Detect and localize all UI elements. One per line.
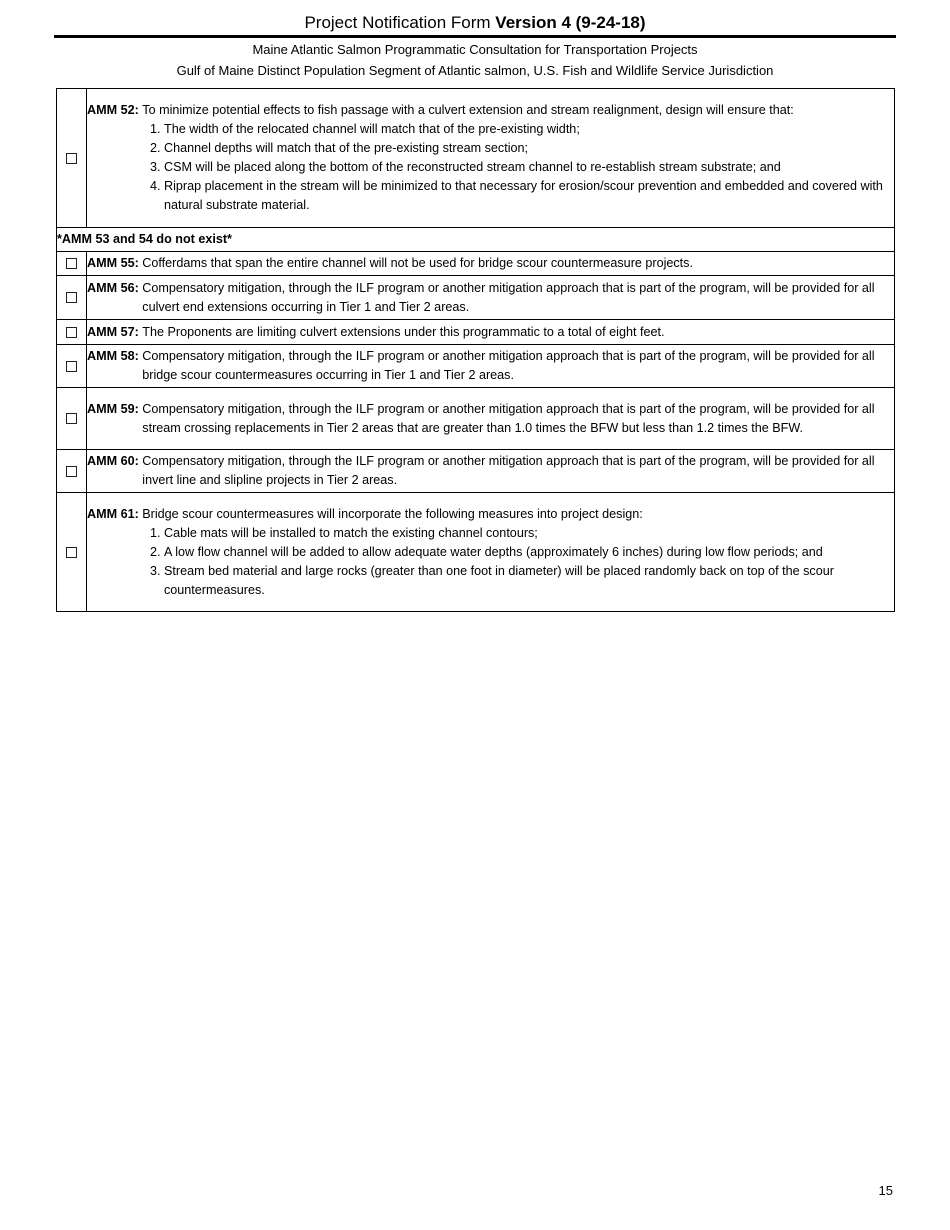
amm-52-text: To minimize potential effects to fish passage with a culvert extension and stream realignment, design will ensure that: — [142, 103, 794, 117]
amm-61-label: AMM 61: — [87, 506, 139, 521]
title-divider — [54, 35, 896, 38]
page-number: 15 — [878, 1183, 893, 1198]
amm-56-row — [57, 276, 895, 320]
amm-56-text: Compensatory mitigation, through the ILF program or another mitigation approach that is part of the program, will be provided for all culvert end extensions occurring in Tier 1 and Tier 2 areas. — [142, 280, 875, 314]
amm-55-cell — [87, 252, 895, 276]
amm-60-row — [57, 450, 895, 493]
amm-note-row — [57, 228, 895, 252]
amm-57-label: AMM 57: — [87, 324, 139, 339]
amm-55-text: Cofferdams that span the entire channel will not be used for bridge scour countermeasure projects. — [142, 256, 693, 270]
amm-58-label: AMM 58: — [87, 349, 139, 363]
amm-58-cell — [87, 345, 895, 388]
amm-57-text: The Proponents are limiting culvert extensions under this programmatic to a total of eight feet. — [142, 324, 665, 339]
amm-57-checkbox[interactable] — [66, 327, 77, 338]
amm-checklist-table — [56, 88, 895, 612]
subtitle-jurisdiction: Gulf of Maine Distinct Population Segment of Atlantic salmon, U.S. Fish and Wildlife Service Jurisdiction — [176, 63, 774, 78]
amm-61-text: Bridge scour countermeasures will incorporate the following measures into project design: — [142, 506, 643, 521]
amm-52-checkbox-cell — [57, 89, 87, 228]
amm-59-text: Compensatory mitigation, through the ILF program or another mitigation approach that is part of the program, will be provided for all stream crossing replacements in Tier 2 areas that are greater than 1.0 times the BFW but less than 1.2 times the BFW. — [142, 401, 875, 435]
amm-61-item: 1. Cable mats will be installed to match the existing channel contours; — [150, 525, 538, 540]
amm-60-cell — [87, 450, 895, 493]
amm-55-row — [57, 252, 895, 276]
form-version: Version 4 (9-24-18) — [495, 13, 646, 32]
form-title-plain: Project Notification Form — [304, 13, 496, 32]
amm-59-label: AMM 59: — [87, 401, 139, 416]
amm-58-checkbox-cell — [57, 345, 87, 388]
amm-61-checkbox[interactable] — [66, 547, 77, 558]
amm-53-54-note: *AMM 53 and 54 do not exist* — [57, 228, 895, 252]
amm-61-item: 2. A low flow channel will be added to allow adequate water depths (approximately 6 inches) during low flow periods; and — [150, 544, 823, 559]
form-title — [0, 12, 950, 34]
amm-57-row — [57, 320, 895, 345]
amm-57-checkbox-cell — [57, 320, 87, 345]
amm-52-list — [150, 120, 894, 215]
amm-58-row — [57, 345, 895, 388]
amm-61-list — [150, 524, 894, 600]
amm-52-item: 1. The width of the relocated channel will match that of the pre-existing width; — [150, 122, 580, 136]
amm-61-cell — [87, 493, 895, 612]
amm-55-checkbox-cell — [57, 252, 87, 276]
amm-52-item: 2. Channel depths will match that of the pre-existing stream section; — [150, 141, 529, 155]
amm-60-checkbox[interactable] — [66, 466, 77, 477]
amm-61-checkbox-cell — [57, 493, 87, 612]
amm-58-checkbox[interactable] — [66, 361, 77, 372]
amm-56-checkbox-cell — [57, 276, 87, 320]
amm-52-item: 3. CSM will be placed along the bottom of the reconstructed stream channel to re-establish stream substrate; and — [150, 160, 781, 174]
amm-52-item: 4. Riprap placement in the stream will be minimized to that necessary for erosion/scour prevention and embedded and covered with natural substrate material. — [150, 179, 883, 212]
amm-52-row — [57, 89, 895, 228]
amm-61-item: 3. Stream bed material and large rocks (greater than one foot in diameter) will be placed randomly back on top of the scour countermeasures. — [150, 563, 834, 597]
amm-60-checkbox-cell — [57, 450, 87, 493]
amm-52-label: AMM 52: — [87, 103, 139, 117]
amm-60-text: Compensatory mitigation, through the ILF program or another mitigation approach that is part of the program, will be provided for all invert line and slipline projects in Tier 2 areas. — [142, 454, 875, 487]
amm-59-checkbox[interactable] — [66, 413, 77, 424]
amm-60-label: AMM 60: — [87, 454, 139, 468]
amm-55-checkbox[interactable] — [66, 258, 77, 269]
amm-55-label: AMM 55: — [87, 256, 139, 270]
amm-52-checkbox[interactable] — [66, 153, 77, 164]
amm-56-cell — [87, 276, 895, 320]
amm-57-cell — [87, 320, 895, 345]
amm-56-label: AMM 56: — [87, 280, 139, 295]
amm-58-text: Compensatory mitigation, through the ILF program or another mitigation approach that is part of the program, will be provided for all bridge scour countermeasures occurring in Tier 1 and Tier 2 areas. — [142, 349, 875, 382]
amm-59-row — [57, 388, 895, 450]
amm-56-checkbox[interactable] — [66, 292, 77, 303]
amm-61-row — [57, 493, 895, 612]
amm-52-cell — [87, 89, 895, 228]
amm-59-cell — [87, 388, 895, 450]
subtitle-consultation: Maine Atlantic Salmon Programmatic Consultation for Transportation Projects — [252, 42, 698, 57]
amm-59-checkbox-cell — [57, 388, 87, 450]
